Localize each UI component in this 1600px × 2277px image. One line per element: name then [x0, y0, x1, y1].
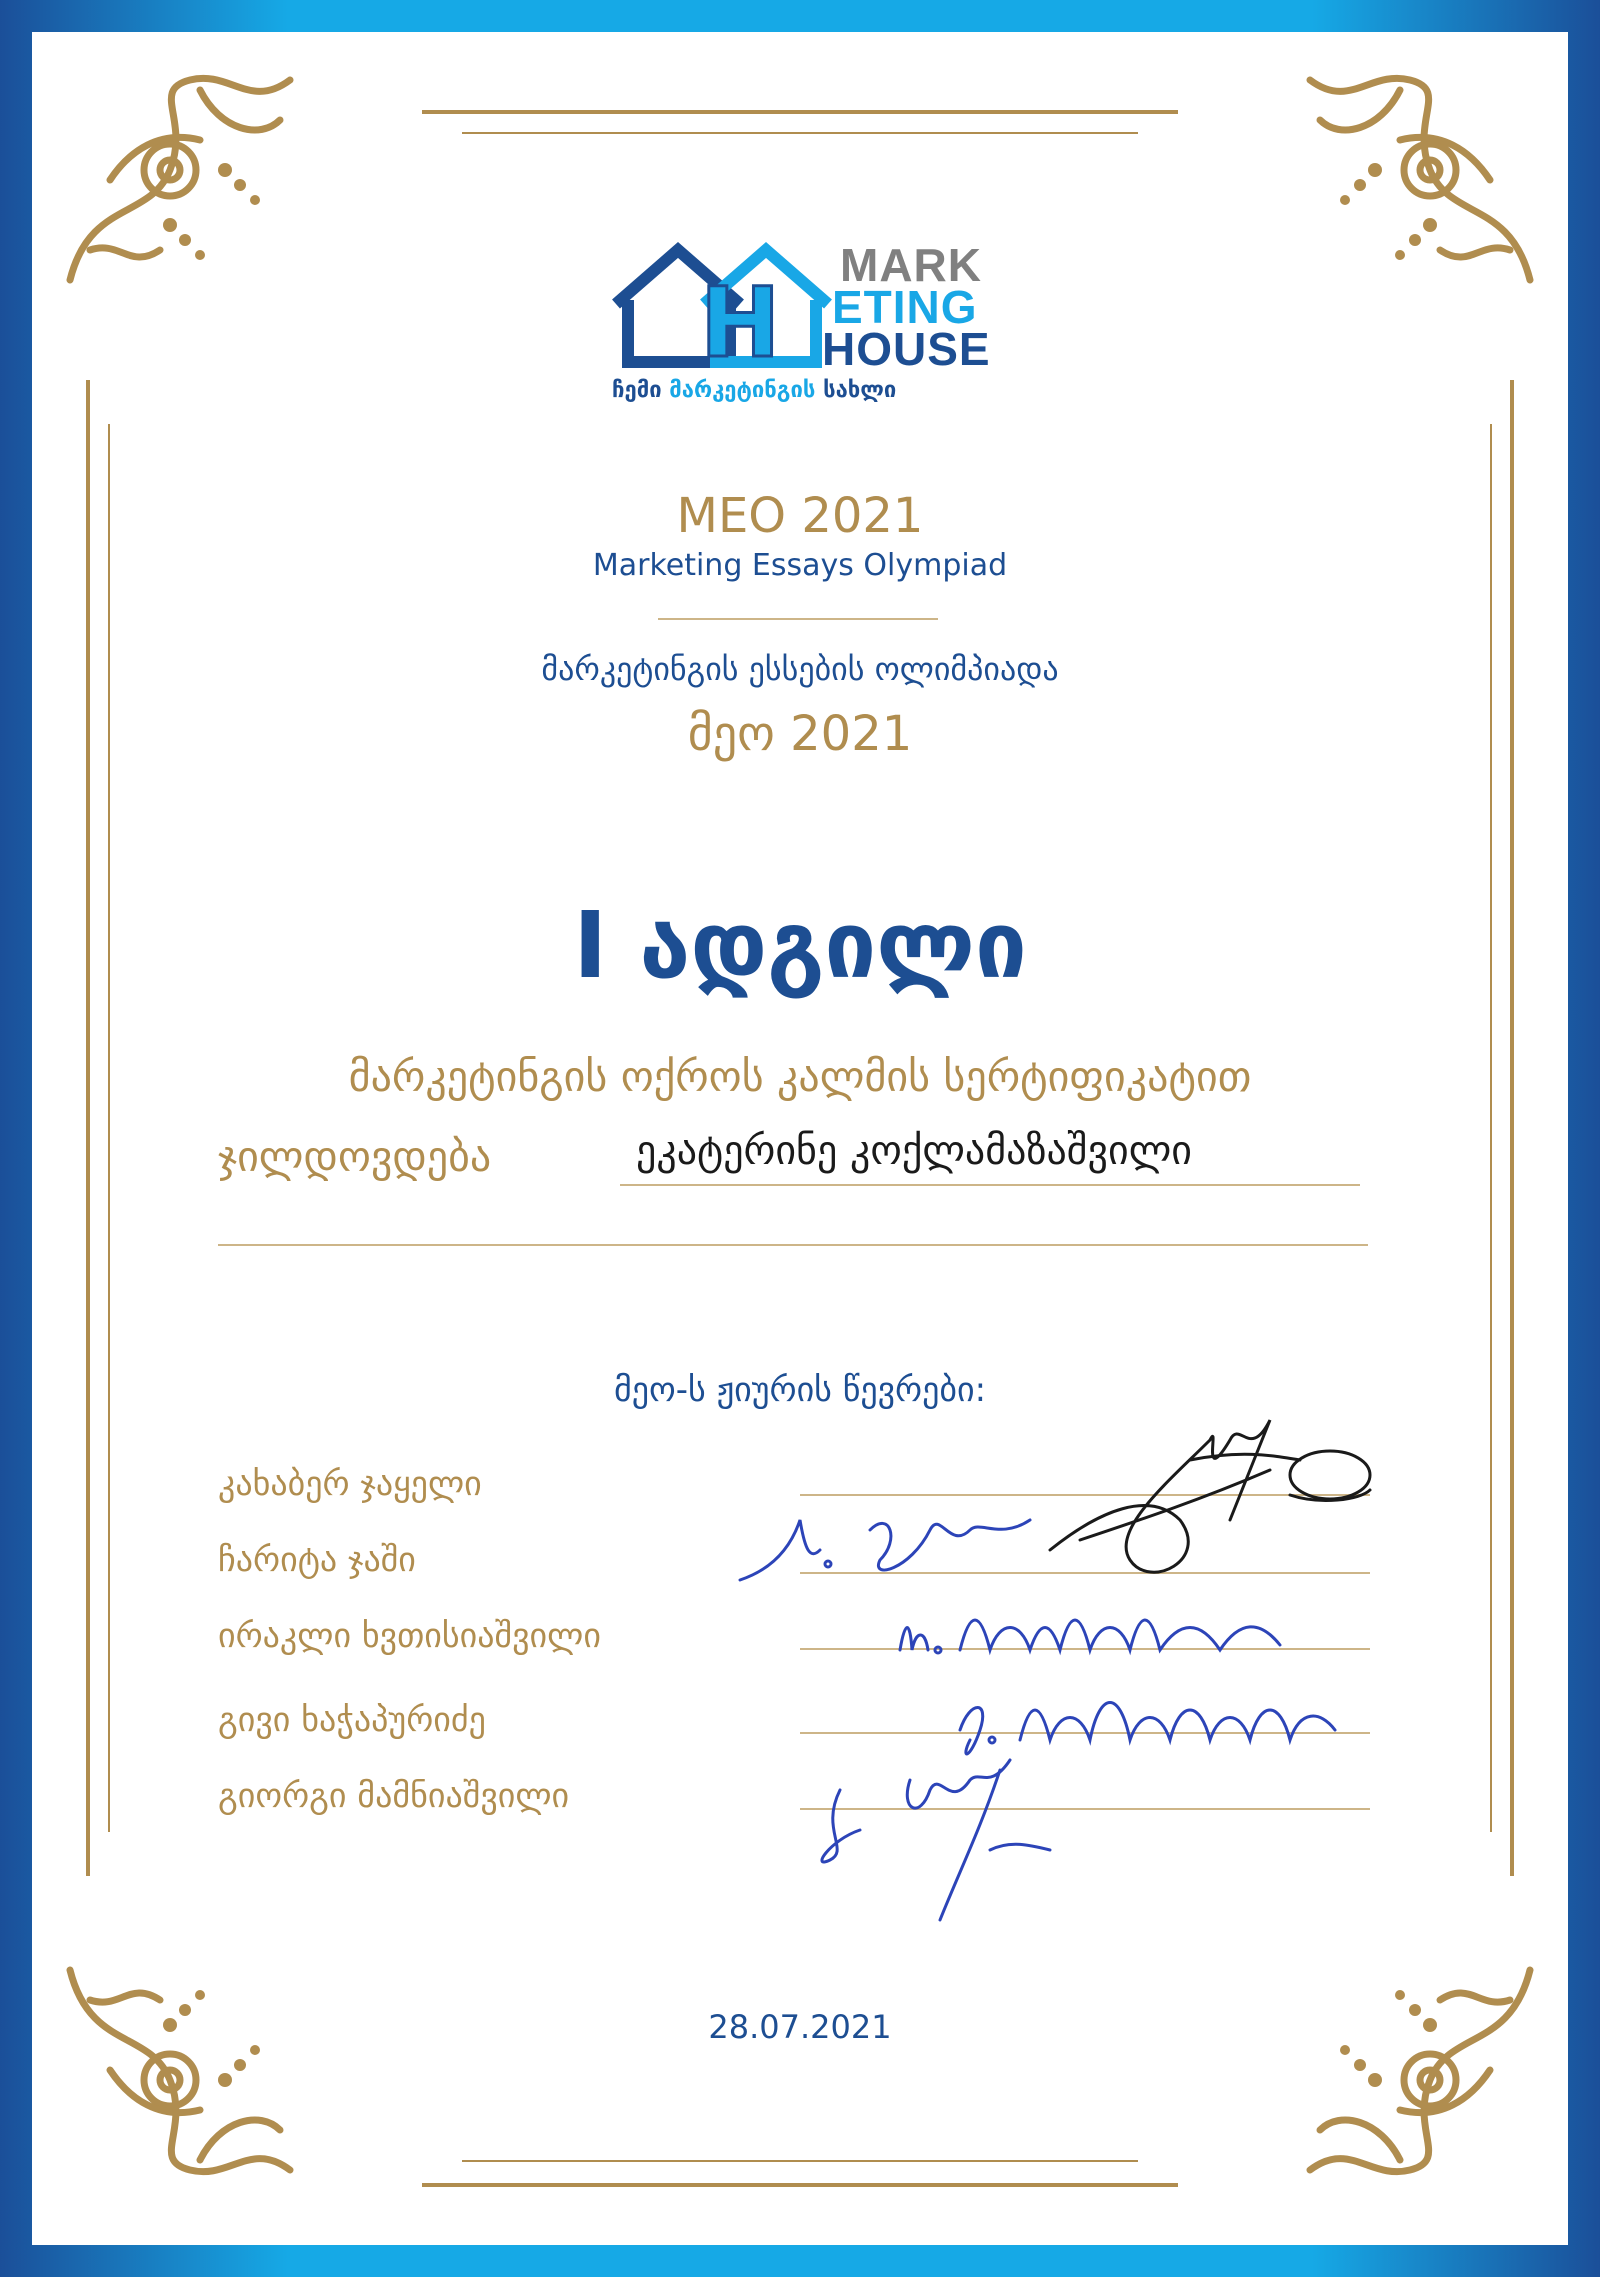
ornament-icon	[1290, 50, 1550, 310]
recipient-name: ეკატერინე კოქლამაზაშვილი	[636, 1128, 1192, 1174]
signature-icon	[810, 1750, 1110, 1950]
ornament-icon	[50, 1940, 310, 2200]
event-code-en: MEO 2021	[676, 488, 924, 544]
jury-member: კახაბერ ჯაყელი	[218, 1464, 482, 1504]
section-divider	[218, 1244, 1368, 1246]
left-border-line	[86, 380, 90, 1876]
ornament-icon	[1290, 1940, 1550, 2200]
award-description: მარკეტინგის ოქროს კალმის სერტიფიკატით	[348, 1052, 1252, 1101]
recipient-underline	[620, 1184, 1360, 1186]
bottom-border-line	[422, 2183, 1178, 2187]
tagline-word-2: მარკეტინგის	[669, 378, 816, 403]
tagline-word-1: ჩემი	[612, 378, 662, 403]
right-border-line-inner	[1490, 424, 1492, 1832]
left-border-line-inner	[108, 424, 110, 1832]
house-icon	[608, 242, 838, 372]
top-border-line-inner	[462, 132, 1138, 134]
logo-letter: H	[700, 267, 781, 372]
top-border-line	[422, 110, 1178, 114]
right-border-line	[1510, 380, 1514, 1876]
jury-heading: მეო-ს ჟიურის წევრები:	[613, 1370, 987, 1410]
event-name-ka: მარკეტინგის ესსების ოლიმპიადა	[541, 650, 1059, 688]
event-code-ka: მეო 2021	[687, 706, 913, 762]
jury-member: ირაკლი ხვთისიაშვილი	[218, 1616, 601, 1656]
signature-icon	[1040, 1400, 1380, 1600]
jury-member: გივი ხაჭაპურიძე	[218, 1700, 486, 1740]
jury-member: ჩარიტა ჯაში	[218, 1540, 416, 1580]
logo-line-3: HOUSE	[822, 323, 991, 375]
signature-icon	[880, 1590, 1300, 1680]
title-divider	[658, 618, 938, 620]
tagline-word-3: სახლი	[823, 378, 897, 403]
event-name-en: Marketing Essays Olympiad	[592, 548, 1008, 583]
awarded-label: ჯილდოვდება	[218, 1132, 492, 1181]
certificate-date: 28.07.2021	[708, 2008, 892, 2046]
logo	[608, 238, 1008, 408]
jury-member: გიორგი მამნიაშვილი	[218, 1776, 570, 1816]
ornament-icon	[50, 50, 310, 310]
bottom-border-line-inner	[462, 2160, 1138, 2162]
award-place: I ადგილი	[573, 892, 1027, 999]
logo-tagline	[612, 378, 1012, 403]
logo-line-2: ETING	[832, 281, 978, 333]
logo-line-1: MARK	[840, 239, 982, 291]
